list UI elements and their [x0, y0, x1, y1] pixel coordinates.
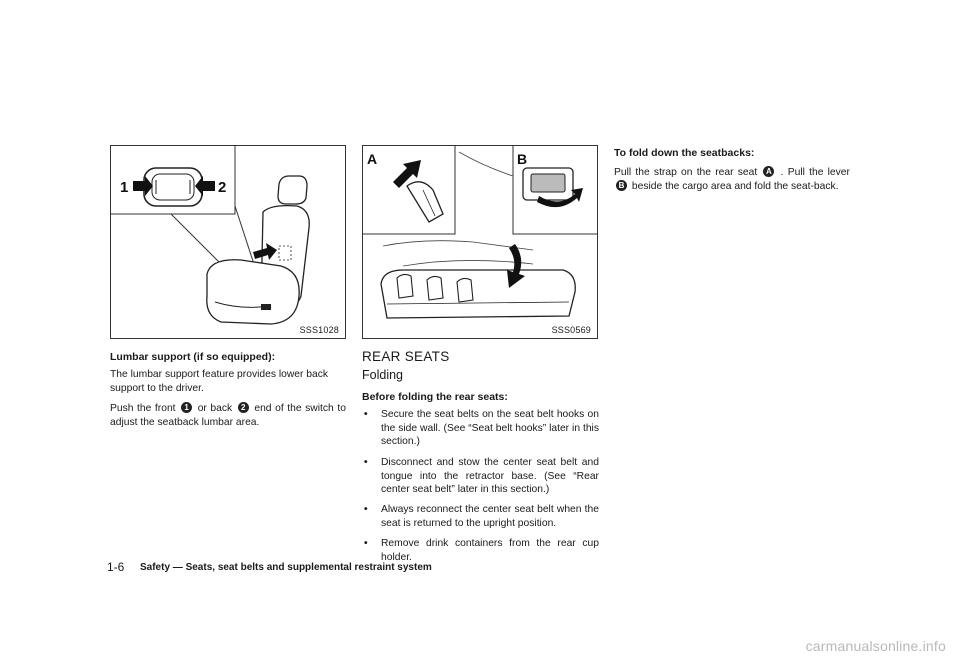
bullet-icon: •	[364, 538, 368, 549]
figure-code: SSS1028	[299, 325, 339, 335]
lumbar-heading: Lumbar support (if so equipped):	[110, 351, 276, 363]
instruction-text-3: end of the switch to adjust the seatback lumbar area.	[110, 403, 346, 428]
bullet-text: Secure the seat belts on the seat belt hooks on the side wall. (See “Seat belt hooks” later in this section.)	[381, 409, 599, 448]
fold-text-2: . Pull the lever	[780, 167, 850, 178]
subsection-title: Folding	[362, 368, 403, 382]
marker-1-icon: 1	[181, 402, 192, 413]
callout-2: 2	[218, 179, 227, 196]
bullet-icon: •	[364, 504, 368, 515]
bullet-item-4	[364, 537, 600, 565]
instruction-text-2: or back	[197, 403, 233, 414]
chapter-title: Safety — Seats, seat belts and supplemental restraint system	[140, 562, 432, 573]
section-title: REAR SEATS	[362, 349, 450, 364]
bullet-item-1	[364, 408, 600, 448]
marker-a-icon: A	[763, 166, 774, 177]
bullet-item-2	[364, 456, 600, 496]
callout-1: 1	[120, 179, 129, 196]
bullet-text: Disconnect and stow the center seat belt and tongue into the retractor base. (See “Rear center seat belt” later in this section.)	[381, 457, 599, 496]
instruction-text-1: Push the front	[110, 403, 176, 414]
bullet-item-3	[364, 503, 600, 531]
page-number: 1-6	[107, 560, 125, 574]
callout-b: B	[517, 151, 528, 167]
fold-seatbacks-heading: To fold down the seatbacks:	[614, 147, 755, 159]
before-folding-heading: Before folding the rear seats:	[362, 391, 508, 403]
lumbar-instructions	[110, 402, 346, 429]
marker-b-icon: B	[616, 180, 627, 191]
bullet-text: Always reconnect the center seat belt when the seat is returned to the upright position.	[381, 504, 599, 529]
fold-text-1: Pull the strap on the rear seat	[614, 167, 758, 178]
callout-a: A	[367, 151, 378, 167]
bullet-text: Remove drink containers from the rear cup holder.	[381, 538, 599, 563]
fold-text-3: beside the cargo area and fold the seat-back.	[631, 180, 839, 192]
bullet-icon: •	[364, 457, 368, 468]
figure-code: SSS0569	[551, 325, 591, 335]
bullet-icon: •	[364, 409, 368, 420]
watermark-text: carmanualsonline.info	[805, 638, 946, 654]
rear-seat-illustration	[363, 146, 597, 338]
lumbar-support-figure	[110, 145, 346, 339]
lumbar-seat-illustration	[111, 146, 345, 338]
marker-2-icon: 2	[238, 402, 249, 413]
rear-seat-folding-figure	[362, 145, 598, 339]
lumbar-description: The lumbar support feature provides lower back support to the driver.	[110, 369, 329, 394]
fold-seatbacks-instructions	[614, 166, 850, 193]
